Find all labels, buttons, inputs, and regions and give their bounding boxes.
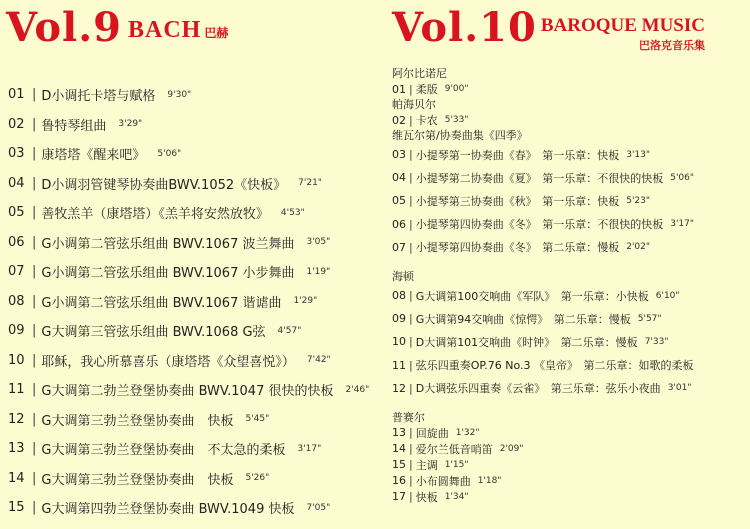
- track-title: G大调第100交响曲《军队》 第一乐章：小快板: [415, 289, 649, 303]
- track-number: 13: [392, 426, 406, 440]
- composer-heading: 维瓦尔第/协奏曲集《四季》: [392, 129, 528, 142]
- track-number: 13: [8, 441, 25, 457]
- composer-heading: 帕海贝尔: [392, 98, 436, 111]
- track-number: 06: [8, 234, 25, 250]
- track-row: [6, 110, 386, 140]
- track-duration: 2'46": [345, 384, 370, 395]
- track-separator: |: [32, 382, 37, 398]
- track-row: [392, 284, 744, 307]
- track-title: 柔版: [415, 83, 438, 96]
- track-title: 主调: [415, 458, 438, 472]
- track-separator: |: [409, 240, 413, 254]
- track-number: 10: [392, 335, 406, 349]
- track-separator: |: [409, 82, 413, 96]
- track-duration: 5'06": [670, 172, 695, 183]
- track-row: [6, 80, 386, 110]
- track-number: 17: [392, 490, 406, 504]
- track-duration: 3'05": [306, 237, 331, 248]
- track-row: [392, 330, 744, 353]
- track-separator: |: [32, 470, 37, 486]
- track-title: 快板: [415, 490, 438, 504]
- track-duration: 5'26": [245, 473, 270, 484]
- track-row: [6, 287, 386, 317]
- track-title: 回旋曲: [415, 426, 449, 440]
- track-separator: |: [32, 352, 37, 368]
- vol9-header: [6, 0, 386, 66]
- track-title: G小调第二管弦乐组曲 BWV.1067 小步舞曲: [41, 266, 295, 282]
- track-duration: 1'19": [306, 266, 331, 277]
- track-row: [392, 189, 744, 212]
- composer-group: [392, 66, 744, 97]
- track-number: 14: [8, 470, 25, 486]
- composer-group: [392, 128, 744, 259]
- track-row: [392, 143, 744, 166]
- track-title: G大调第二勃兰登堡协奏曲 BWV.1047 很快的快板: [41, 384, 334, 400]
- track-duration: 7'05": [306, 502, 331, 513]
- track-separator: |: [32, 116, 37, 132]
- track-number: 05: [8, 205, 25, 221]
- track-duration: 1'15": [444, 459, 469, 470]
- track-row: [392, 377, 744, 400]
- track-row: [392, 81, 744, 97]
- track-number: 07: [392, 240, 406, 254]
- vol9-number: Vol.9: [6, 4, 122, 51]
- track-number: 03: [8, 146, 25, 162]
- track-number: 07: [8, 264, 25, 280]
- vol10-tracklist: [392, 66, 744, 505]
- track-duration: 1'32": [455, 427, 480, 438]
- track-duration: 3'17": [670, 219, 695, 230]
- track-title: G小调第二管弦乐组曲 BWV.1067 谐谑曲: [41, 295, 282, 311]
- composer-group: [392, 97, 744, 128]
- track-number: 06: [392, 217, 406, 231]
- track-number: 15: [392, 458, 406, 472]
- track-separator: |: [409, 217, 413, 231]
- track-number: 12: [8, 411, 25, 427]
- track-duration: 3'29": [118, 119, 143, 130]
- vol9-composer-cn: 巴赫: [204, 26, 229, 40]
- track-title: D大调弦乐四重奏《云雀》 第三乐章：弦乐小夜曲: [415, 382, 661, 396]
- vol10-collection-cn: 巴洛克音乐集: [638, 39, 705, 52]
- track-title: D小调托卡塔与赋格: [41, 89, 156, 105]
- track-row: [6, 375, 386, 405]
- track-number: 09: [8, 323, 25, 339]
- track-row: [6, 346, 386, 376]
- track-separator: |: [409, 194, 413, 208]
- track-duration: 4'53": [280, 207, 305, 218]
- track-number: 09: [392, 312, 406, 326]
- composer-heading: 阿尔比诺尼: [392, 67, 447, 80]
- track-row: [392, 112, 744, 128]
- track-title: G大调第四勃兰登堡协奏曲 BWV.1049 快板: [41, 502, 295, 518]
- track-separator: |: [32, 146, 37, 162]
- track-separator: |: [409, 474, 413, 488]
- vol9-tracklist: [6, 80, 386, 523]
- track-separator: |: [32, 293, 37, 309]
- track-separator: |: [32, 87, 37, 103]
- track-number: 08: [8, 293, 25, 309]
- track-title: G大调第三勃兰登堡协奏曲 快板: [41, 413, 234, 429]
- track-title: 小提琴第四协奏曲《冬》 第二乐章：慢板: [415, 241, 620, 255]
- track-row: [6, 434, 386, 464]
- vol9-panel: [6, 0, 386, 523]
- track-duration: 6'10": [655, 290, 680, 301]
- track-separator: |: [32, 205, 37, 221]
- track-number: 08: [392, 289, 406, 303]
- track-title: 爱尔兰低音哨笛: [415, 442, 493, 456]
- track-row: [6, 316, 386, 346]
- track-row: [392, 354, 744, 377]
- track-row: [392, 307, 744, 330]
- track-duration: 9'00": [444, 84, 469, 94]
- track-title: 善牧羔羊（康塔塔）《羔羊将安然放牧》: [41, 207, 269, 223]
- track-separator: |: [32, 234, 37, 250]
- group-spacer: [392, 400, 744, 410]
- track-title: 小布圆舞曲: [415, 474, 471, 488]
- track-duration: 5'57": [637, 313, 662, 324]
- track-separator: |: [32, 175, 37, 191]
- track-title: G大调第三勃兰登堡协奏曲 不太急的柔板: [41, 443, 286, 459]
- track-number: 01: [392, 82, 406, 96]
- track-row: [392, 166, 744, 189]
- track-title: D小调羽管键琴协奏曲BWV.1052《快板》: [41, 177, 287, 193]
- vol10-collection-name: BAROQUE MUSIC: [540, 15, 705, 36]
- track-separator: |: [409, 113, 413, 127]
- track-duration: 9'30": [167, 89, 192, 100]
- vol10-header: [392, 0, 744, 66]
- track-separator: |: [32, 264, 37, 280]
- track-separator: |: [409, 490, 413, 504]
- track-number: 11: [392, 358, 406, 372]
- track-number: 15: [8, 500, 25, 516]
- track-duration: 1'29": [293, 296, 318, 307]
- track-duration: 4'57": [277, 325, 302, 336]
- track-title: 耶稣，我心所慕喜乐（康塔塔《众望喜悦》）: [41, 354, 295, 370]
- track-duration: 5'33": [444, 115, 469, 125]
- track-number: 16: [392, 474, 406, 488]
- track-number: 02: [8, 116, 25, 132]
- composer-group: [392, 410, 744, 505]
- track-separator: |: [409, 335, 413, 349]
- track-row: [6, 257, 386, 287]
- track-row: [6, 139, 386, 169]
- track-row: [392, 213, 744, 236]
- track-duration: 5'23": [626, 195, 651, 206]
- track-number: 03: [392, 148, 406, 162]
- vol9-composer-name: BACH: [128, 17, 202, 43]
- track-number: 14: [392, 442, 406, 456]
- track-title: G小调第二管弦乐组曲 BWV.1067 波兰舞曲: [41, 236, 295, 252]
- composer-heading: 海顿: [392, 269, 414, 283]
- track-title: G大调第94交响曲《惊愕》 第二乐章：慢板: [415, 312, 631, 326]
- track-row: [6, 198, 386, 228]
- track-row: [392, 457, 744, 473]
- track-title: 康塔塔《醒来吧》: [41, 148, 146, 164]
- track-duration: 1'18": [477, 475, 502, 486]
- track-separator: |: [409, 426, 413, 440]
- track-duration: 3'01": [667, 383, 692, 394]
- track-duration: 2'02": [626, 242, 651, 253]
- track-row: [392, 489, 744, 505]
- track-title: 弦乐四重奏OP.76 No.3 《皇帝》 第二乐章：如歌的柔板: [415, 359, 694, 373]
- track-row: [392, 473, 744, 489]
- track-duration: 7'21": [298, 178, 322, 189]
- group-spacer: [392, 259, 744, 269]
- track-separator: |: [32, 500, 37, 516]
- track-separator: |: [409, 148, 413, 162]
- track-separator: |: [409, 171, 413, 185]
- vol10-panel: [392, 0, 744, 505]
- track-title: 小提琴第四协奏曲《冬》 第一乐章：不很快的快板: [415, 218, 664, 232]
- track-number: 02: [392, 113, 406, 127]
- track-number: 11: [8, 382, 25, 398]
- track-separator: |: [32, 441, 37, 457]
- track-separator: |: [409, 289, 413, 303]
- track-separator: |: [409, 381, 413, 395]
- track-duration: 7'42": [306, 355, 331, 366]
- track-duration: 5'45": [245, 414, 270, 425]
- track-number: 10: [8, 352, 25, 368]
- track-row: [6, 169, 386, 199]
- track-title: G大调第三管弦乐组曲 BWV.1068 G弦: [41, 325, 266, 341]
- composer-group: [392, 269, 744, 400]
- track-row: [392, 236, 744, 259]
- composer-heading: 普赛尔: [392, 410, 425, 424]
- track-title: D大调第101交响曲《时钟》 第二乐章：慢板: [415, 335, 638, 349]
- track-row: [392, 425, 744, 441]
- track-duration: 2'09": [499, 443, 524, 454]
- track-row: [392, 441, 744, 457]
- vol10-number: Vol.10: [392, 4, 537, 51]
- track-separator: |: [32, 323, 37, 339]
- track-duration: 1'34": [444, 491, 469, 502]
- track-row: [6, 464, 386, 494]
- track-duration: 7'33": [644, 336, 669, 347]
- track-number: 04: [392, 171, 406, 185]
- track-number: 01: [8, 87, 25, 103]
- track-title: 小提琴第二协奏曲《夏》 第一乐章：不很快的快板: [415, 171, 664, 185]
- track-title: 卡农: [415, 114, 438, 127]
- track-duration: 3'17": [297, 443, 322, 454]
- track-separator: |: [409, 358, 413, 372]
- track-separator: |: [32, 411, 37, 427]
- track-duration: 3'13": [626, 149, 651, 160]
- track-duration: 5'06": [157, 148, 182, 159]
- track-separator: |: [409, 312, 413, 326]
- track-number: 12: [392, 381, 406, 395]
- track-row: [6, 493, 386, 523]
- track-separator: |: [409, 442, 413, 456]
- track-title: 小提琴第三协奏曲《秋》 第一乐章：快板: [415, 194, 620, 208]
- track-row: [6, 228, 386, 258]
- track-separator: |: [409, 458, 413, 472]
- track-number: 04: [8, 175, 25, 191]
- track-title: 鲁特琴组曲: [41, 118, 107, 134]
- track-title: 小提琴第一协奏曲《春》 第一乐章：快板: [415, 148, 620, 162]
- track-row: [6, 405, 386, 435]
- track-number: 05: [392, 194, 406, 208]
- track-title: G大调第三勃兰登堡协奏曲 快板: [41, 472, 234, 488]
